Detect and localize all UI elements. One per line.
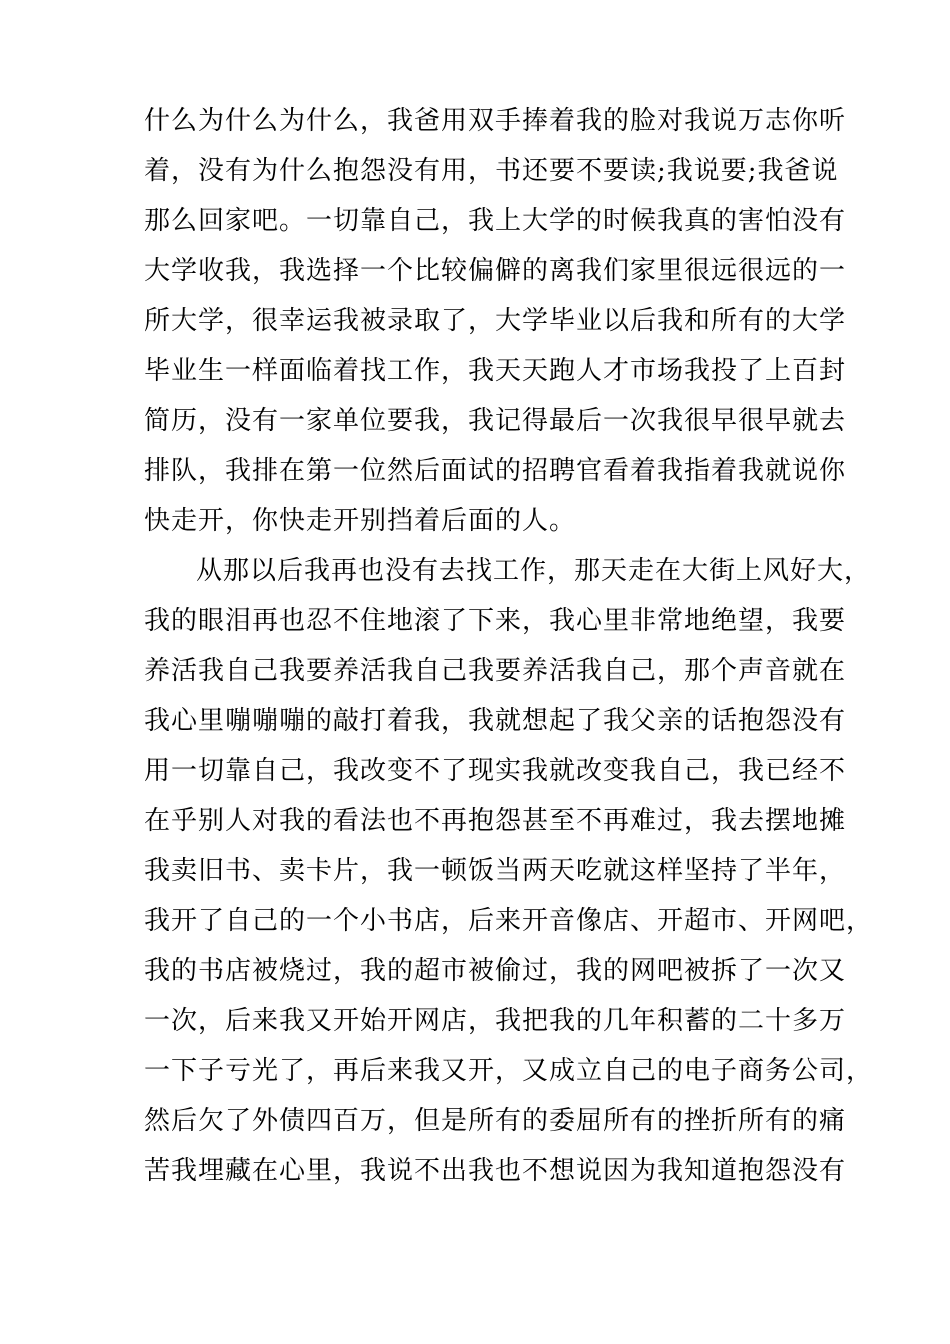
text-line: 一次，后来我又开始开网店，我把我的几年积蓄的二十多万	[144, 1006, 847, 1036]
text-line: 一下子亏光了，再后来我又开，又成立自己的电子商务公司，	[144, 1056, 874, 1086]
text-line: 用一切靠自己，我改变不了现实我就改变我自己，我已经不	[144, 756, 847, 786]
text-line: 简历，没有一家单位要我，我记得最后一次我很早很早就去	[144, 406, 847, 436]
text-line: 养活我自己我要养活我自己我要养活我自己，那个声音就在	[144, 656, 847, 686]
text-line: 毕业生一样面临着找工作，我天天跑人才市场我投了上百封	[144, 356, 847, 386]
text-line: 我卖旧书、卖卡片，我一顿饭当两天吃就这样坚持了半年，	[144, 856, 847, 886]
paragraph-1	[144, 96, 847, 546]
text-line: 然后欠了外债四百万，但是所有的委屈所有的挫折所有的痛	[144, 1106, 847, 1136]
text-line: 什么为什么为什么，我爸用双手捧着我的脸对我说万志你听	[144, 106, 847, 136]
text-line: 我开了自己的一个小书店，后来开音像店、开超市、开网吧，	[144, 906, 874, 936]
text-line: 我心里嘣嘣嘣的敲打着我，我就想起了我父亲的话抱怨没有	[144, 706, 847, 736]
text-line: 排队，我排在第一位然后面试的招聘官看着我指着我就说你	[144, 456, 847, 486]
text-line: 从那以后我再也没有去找工作，那天走在大街上风好大，	[196, 556, 872, 586]
text-line: 在乎别人对我的看法也不再抱怨甚至不再难过，我去摆地摊	[144, 806, 847, 836]
text-line: 我的眼泪再也忍不住地滚了下来，我心里非常地绝望，我要	[144, 606, 847, 636]
text-line: 着，没有为什么抱怨没有用，书还要不要读;我说要;我爸说	[144, 156, 839, 186]
body-text	[144, 96, 874, 1196]
paragraph-2	[144, 546, 874, 1196]
text-line: 那么回家吧。一切靠自己，我上大学的时候我真的害怕没有	[144, 206, 847, 236]
text-line: 所大学，很幸运我被录取了，大学毕业以后我和所有的大学	[144, 306, 847, 336]
text-line: 苦我埋藏在心里，我说不出我也不想说因为我知道抱怨没有	[144, 1156, 847, 1186]
text-line: 我的书店被烧过，我的超市被偷过，我的网吧被拆了一次又	[144, 956, 847, 986]
text-line: 快走开，你快走开别挡着后面的人。	[144, 506, 577, 536]
text-line: 大学收我，我选择一个比较偏僻的离我们家里很远很远的一	[144, 256, 847, 286]
